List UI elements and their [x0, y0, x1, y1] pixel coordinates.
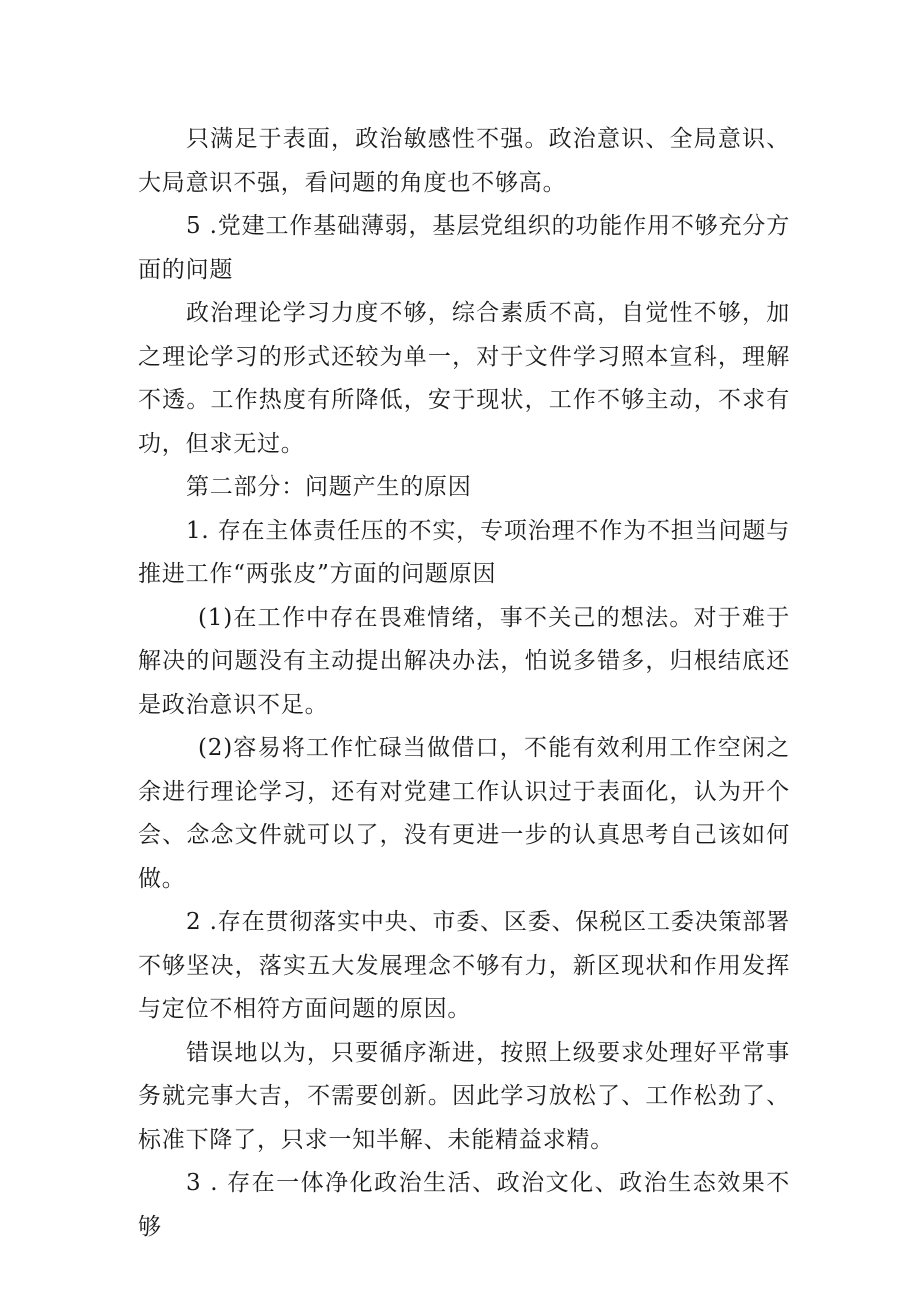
sub-item-1: (1)在工作中存在畏难情绪，事不关己的想法。对于难于解决的问题没有主动提出解决办法，怕说多错多，归根结底还是政治意识不足。	[138, 604, 790, 718]
paragraph-body: 政治理论学习力度不够，综合素质不高，自觉性不够，加之理论学习的形式还较为单一，对于文件学习照本宣科，理解不透。工作热度有所降低，安于现状，工作不够主动，不求有功，但求无过。	[138, 300, 790, 457]
heading-item-2: 2 .存在贯彻落实中央、市委、区委、保税区工委决策部署不够坚决，落实五大发展理念不够有力，新区现状和作用发挥与定位不相符方面问题的原因。	[138, 909, 790, 1022]
heading-item-1: 1. 存在主体责任压的不实，专项治理不作为不担当问题与推进工作“两张皮”方面的问题原因	[138, 517, 790, 587]
section-heading-part-two: 第二部分：问题产生的原因	[186, 474, 472, 500]
heading-item-5: 5 .党建工作基础薄弱，基层党组织的功能作用不够充分方面的问题	[138, 213, 790, 283]
paragraph-continuation: 只满足于表面，政治敏感性不强。政治意识、全局意识、大局意识不强，看问题的角度也不够高。	[138, 126, 790, 196]
paragraph-body: 错误地以为，只要循序渐进，按照上级要求处理好平常事务就完事大吉，不需要创新。因此学习放松了、工作松劲了、标准下降了，只求一知半解、未能精益求精。	[138, 1039, 790, 1153]
heading-item-3: 3 . 存在一体净化政治生活、政治文化、政治生态效果不够	[138, 1170, 790, 1240]
sub-item-2: (2)容易将工作忙碌当做借口，不能有效利用工作空闲之余进行理论学习，还有对党建工作认识过于表面化，认为开个会、念念文件就可以了，没有更进一步的认真思考自己该如何做。	[138, 735, 790, 892]
